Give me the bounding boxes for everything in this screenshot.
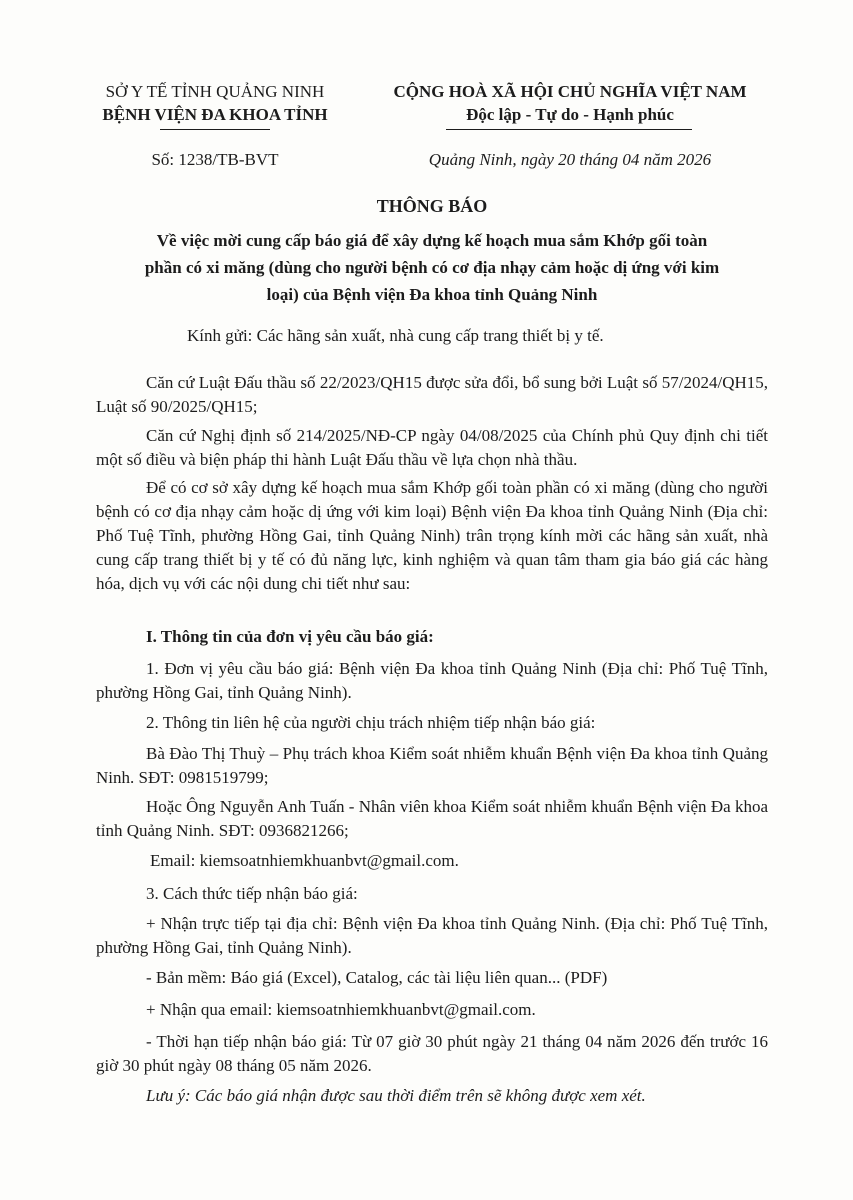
section-heading-1: I. Thông tin của đơn vị yêu cầu báo giá: (146, 627, 434, 646)
invitation-paragraph: Để có cơ sở xây dựng kế hoạch mua sắm Khớp gối toàn phần có xi măng (dùng cho người bệnh có cơ địa nhạy cảm hoặc dị ứng với kim loại) Bệnh viện Đa khoa tỉnh Quảng Ninh (Địa chỉ: Phố Tuệ Tĩnh, phường Hồng Gai, tỉnh Quảng Ninh) trân trọng kính mời các hãng sản xuất, nhà cung cấp trang thiết bị y tế có đủ năng lực, kinh nghiệm và quan tâm tham gia báo giá các hàng hóa, dịch vụ với các nội dung chi tiết như sau: (96, 478, 768, 593)
note: Lưu ý: Các báo giá nhận được sau thời điểm trên sẽ không được xem xét. (146, 1086, 646, 1105)
contact-1: Bà Đào Thị Thuỳ – Phụ trách khoa Kiểm soát nhiễm khuẩn Bệnh viện Đa khoa tỉnh Quảng Ninh. SĐT: 0981519799; (96, 744, 768, 787)
item-3: 3. Cách thức tiếp nhận báo giá: (146, 884, 358, 903)
agency-name: SỞ Y TẾ TỈNH QUẢNG NINH (105, 82, 325, 101)
subject-line-1: Về việc mời cung cấp báo giá để xây dựng kế hoạch mua sắm Khớp gối toàn (156, 231, 708, 250)
method-2: - Bản mềm: Báo giá (Excel), Catalog, các tài liệu liên quan... (PDF) (146, 968, 608, 987)
contact-2: Hoặc Ông Nguyễn Anh Tuấn - Nhân viên khoa Kiểm soát nhiễm khuẩn Bệnh viện Đa khoa tỉnh Quảng Ninh. SĐT: 0936821266; (96, 797, 768, 840)
subject-line-2: phần có xi măng (dùng cho người bệnh có cơ địa nhạy cảm hoặc dị ứng với kim (144, 258, 720, 277)
subject-line-3: loại) của Bệnh viện Đa khoa tỉnh Quảng Ninh (266, 285, 598, 304)
contact-email: Email: kiemsoatnhiemkhuanbvt@gmail.com. (150, 851, 459, 870)
legal-basis-1: Căn cứ Luật Đấu thầu số 22/2023/QH15 được sửa đổi, bổ sung bởi Luật số 57/2024/QH15, Luật số 90/2025/QH15; (96, 373, 768, 416)
national-title: CỘNG HOÀ XÃ HỘI CHỦ NGHĨA VIỆT NAM (393, 82, 747, 101)
item-1: 1. Đơn vị yêu cầu báo giá: Bệnh viện Đa khoa tỉnh Quảng Ninh (Địa chỉ: Phố Tuệ Tĩnh, phường Hồng Gai, tỉnh Quảng Ninh). (96, 659, 768, 702)
doc-title: THÔNG BÁO (376, 196, 488, 216)
method-1: + Nhận trực tiếp tại địa chỉ: Bệnh viện Đa khoa tỉnh Quảng Ninh. (Địa chỉ: Phố Tuệ Tĩnh, phường Hồng Gai, tỉnh Quảng Ninh). (96, 914, 768, 957)
legal-basis-2: Căn cứ Nghị định số 214/2025/NĐ-CP ngày 04/08/2025 của Chính phủ Quy định chi tiết một số điều và biện pháp thi hành Luật Đấu thầu về lựa chọn nhà thầu. (96, 426, 768, 469)
item-2: 2. Thông tin liên hệ của người chịu trách nhiệm tiếp nhận báo giá: (146, 713, 596, 732)
deadline: - Thời hạn tiếp nhận báo giá: Từ 07 giờ 30 phút ngày 21 tháng 04 năm 2026 đến trước 16 giờ 30 phút ngày 08 tháng 05 năm 2026. (96, 1032, 768, 1075)
greeting: Kính gửi: Các hãng sản xuất, nhà cung cấp trang thiết bị y tế. (187, 326, 604, 345)
hospital-name: BỆNH VIỆN ĐA KHOA TỈNH (102, 105, 328, 124)
right-header-rule (446, 129, 692, 130)
doc-number: Số: 1238/TB-BVT (151, 150, 279, 169)
doc-date: Quảng Ninh, ngày 20 tháng 04 năm 2026 (428, 150, 712, 169)
national-motto: Độc lập - Tự do - Hạnh phúc (466, 105, 674, 124)
left-header-rule (160, 129, 270, 130)
method-3: + Nhận qua email: kiemsoatnhiemkhuanbvt@gmail.com. (146, 1000, 536, 1019)
